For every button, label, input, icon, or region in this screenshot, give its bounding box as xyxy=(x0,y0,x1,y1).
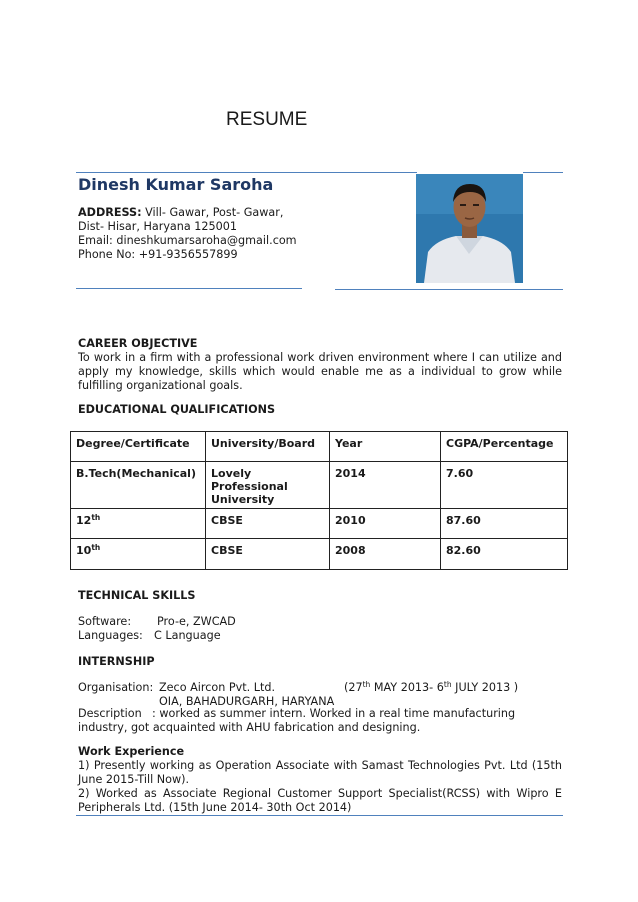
address-line1: Vill- Gawar, Post- Gawar, xyxy=(145,206,284,219)
person-portrait-icon xyxy=(416,174,523,283)
header-degree: Degree/Certificate xyxy=(71,432,206,462)
internship-desc-row xyxy=(78,707,516,721)
cell-score: 7.60 xyxy=(441,462,568,509)
software-label: Software: xyxy=(78,615,132,628)
candidate-name: Dinesh Kumar Saroha xyxy=(78,175,274,194)
desc-label: Description xyxy=(78,707,142,720)
cell-year: 2008 xyxy=(330,539,441,570)
skills-heading: TECHNICAL SKILLS xyxy=(78,589,196,602)
phone-line: Phone No: +91-9356557899 xyxy=(78,248,238,261)
address-block xyxy=(78,206,297,262)
internship-desc-line2: industry, got acquainted with AHU fabrication and designing. xyxy=(78,721,421,734)
cell-score: 82.60 xyxy=(441,539,568,570)
internship-org-row xyxy=(78,680,519,695)
desc-text: : worked as summer intern. Worked in a real time manufacturing xyxy=(152,707,516,720)
address-rule-left xyxy=(76,288,302,289)
cell-board: CBSE xyxy=(206,539,330,570)
internship-heading: INTERNSHIP xyxy=(78,655,155,668)
languages-row xyxy=(78,629,221,643)
address-label: ADDRESS: xyxy=(78,206,142,219)
work-item-2: 2) Worked as Associate Regional Customer Support Specialist(RCSS) with Wipro E Peripherals Ltd. (15th June 2014- 30th Oct 2014) xyxy=(78,787,562,814)
education-heading: EDUCATIONAL QUALIFICATIONS xyxy=(78,403,276,416)
career-objective-text: To work in a firm with a professional work driven environment where I can utilize and apply my knowledge, skills which would enable me as a individual to grow while fulfilling organizational goals. xyxy=(78,351,562,392)
header-rule-left xyxy=(76,172,417,173)
address-line2: Dist- Hisar, Haryana 125001 xyxy=(78,220,238,233)
cell-year: 2014 xyxy=(330,462,441,509)
career-objective-heading: CAREER OBJECTIVE xyxy=(78,337,198,350)
address-rule-right xyxy=(335,289,563,290)
software-row xyxy=(78,615,236,629)
software-value: Pro-e, ZWCAD xyxy=(157,615,236,628)
footer-rule xyxy=(76,815,563,816)
org-value: Zeco Aircon Pvt. Ltd. xyxy=(159,681,275,694)
internship-location: OIA, BAHADURGARH, HARYANA xyxy=(159,695,335,708)
cell-board: Lovely Professional University xyxy=(206,462,330,509)
header-rule-right xyxy=(523,172,563,173)
table-row xyxy=(71,509,568,539)
header-year: Year xyxy=(330,432,441,462)
cell-board: CBSE xyxy=(206,509,330,539)
cell-year: 2010 xyxy=(330,509,441,539)
cell-score: 87.60 xyxy=(441,509,568,539)
table-header-row xyxy=(71,432,568,462)
table-row xyxy=(71,462,568,509)
profile-photo xyxy=(416,174,523,283)
header-score: CGPA/Percentage xyxy=(441,432,568,462)
org-label: Organisation: xyxy=(78,681,154,694)
email-line: Email: dineshkumarsaroha@gmail.com xyxy=(78,234,297,247)
document-title: RESUME xyxy=(226,109,308,130)
cell-degree: 12th xyxy=(71,509,206,539)
languages-value: C Language xyxy=(154,629,221,642)
table-row xyxy=(71,539,568,570)
work-heading: Work Experience xyxy=(78,745,185,758)
header-university: University/Board xyxy=(206,432,330,462)
languages-label: Languages: xyxy=(78,629,143,642)
cell-degree: 10th xyxy=(71,539,206,570)
cell-degree: B.Tech(Mechanical) xyxy=(71,462,206,509)
work-item-1: 1) Presently working as Operation Associate with Samast Technologies Pvt. Ltd (15th June 2015-Till Now). xyxy=(78,759,562,786)
education-table xyxy=(70,431,568,570)
internship-dates: (27th MAY 2013- 6th JULY 2013 ) xyxy=(344,680,519,694)
